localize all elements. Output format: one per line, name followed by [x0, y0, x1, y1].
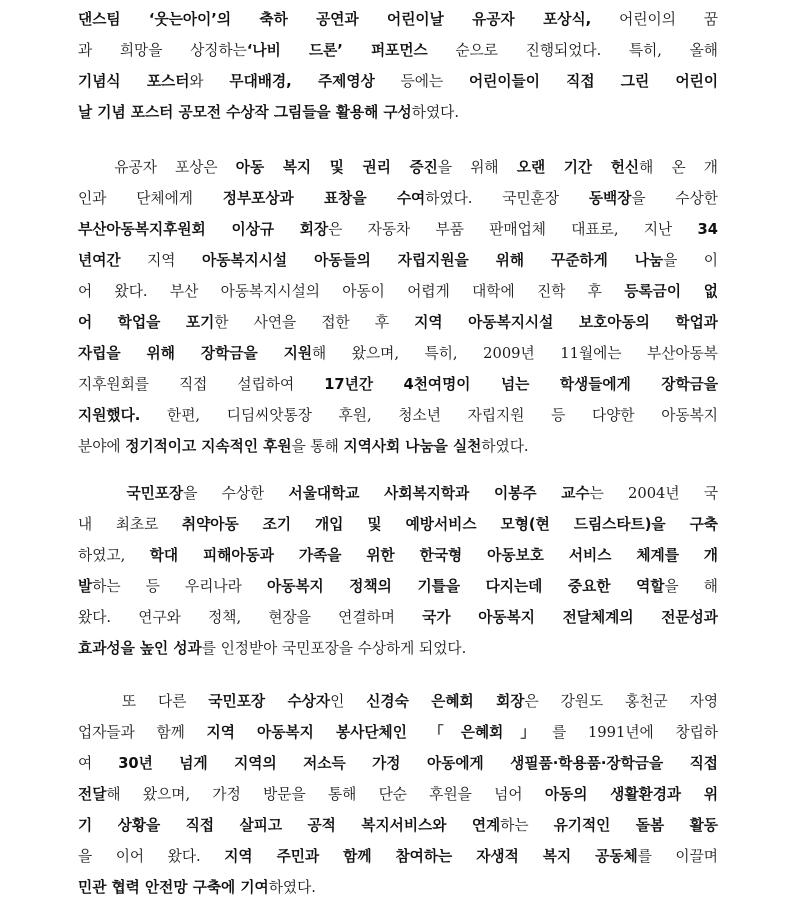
text-line	[78, 245, 718, 276]
text-line	[78, 97, 718, 128]
bold-text-segment: 지역 아동복지 봉사단체인 「은혜회」	[206, 724, 553, 741]
text-segment: 분야에	[78, 438, 126, 455]
bold-text-segment: 년여간	[78, 252, 121, 269]
bold-text-segment: 아동의 생활환경과 위	[544, 786, 718, 803]
bold-text-segment: 댄스팀 ‘웃는아이’의 축하 공연과 어린이날 유공자 포상식,	[78, 11, 592, 28]
text-segment: 와	[189, 73, 230, 90]
text-segment: 하는 등 우리나라	[92, 578, 267, 595]
bold-text-segment: 신경숙 은혜회 회장	[366, 693, 525, 710]
text-segment: 하였다. 국민훈장	[425, 190, 589, 207]
text-segment: 인과 단체에게	[78, 190, 223, 207]
text-segment: 하였다.	[411, 104, 459, 121]
text-segment: 해 온 개	[639, 159, 718, 176]
paragraph-award-shin-kyungsook	[78, 686, 718, 903]
bold-text-segment: 날 기념 포스터 공모전 수상작 그림들을 활용해 구성	[78, 104, 412, 121]
text-segment: 왔다. 연구와 정책, 현장을 연결하며	[78, 609, 423, 626]
text-line	[78, 35, 718, 66]
text-segment: 는 2004년 국	[589, 485, 718, 502]
bold-text-segment: 유기적인 돌봄 활동	[553, 817, 718, 834]
text-segment: 을 해	[664, 578, 718, 595]
bold-text-segment: 부산아동복지후원회 이상규 회장	[78, 221, 329, 238]
bold-text-segment: 효과성을 높인 성과	[78, 640, 202, 657]
text-segment: 을 수상한	[183, 485, 289, 502]
paragraph-award-lee-sanggyu	[78, 152, 718, 462]
bold-text-segment: 학대 피해아동과 가족을 위한 한국형 아동보호 서비스 체계를 개	[149, 547, 718, 564]
text-line	[78, 276, 718, 307]
text-segment: 내 최초로	[78, 516, 182, 533]
text-segment: 을 위해	[437, 159, 517, 176]
bold-text-segment: 국민포장	[126, 485, 184, 502]
bold-text-segment: 국민포장 수상자	[208, 693, 331, 710]
text-line	[78, 400, 718, 431]
text-segment	[78, 485, 126, 502]
bold-text-segment: 30년 넘게 지역의 저소득 가정 아동에게 생필품·학용품·장학금을 직접	[118, 755, 718, 772]
text-line	[78, 4, 718, 35]
text-segment: 을 수상한	[631, 190, 718, 207]
bold-text-segment: 서울대학교 사회복지학과 이봉주 교수	[288, 485, 590, 502]
bold-text-segment: 자립을 위해 장학금을 지원	[78, 345, 313, 362]
bold-text-segment: 국가 아동복지 전달체계의 전문성과	[422, 609, 718, 626]
text-segment: 하였고,	[78, 547, 150, 564]
bold-text-segment: 아동복지시설 아동들의 자립지원을 위해 꾸준하게 나눔	[201, 252, 664, 269]
bold-text-segment: 어린이들이 직접 그린 어린이	[468, 73, 718, 90]
text-segment: 을 이어 왔다.	[78, 848, 225, 865]
text-line	[78, 686, 718, 717]
text-segment: 어린이의 꿈	[591, 11, 718, 28]
text-segment: 유공자 포상은	[78, 159, 236, 176]
text-line	[78, 872, 718, 903]
text-segment: 은 자동차 부품 판매업체 대표로, 지난	[328, 221, 698, 238]
text-segment: 지역	[120, 252, 202, 269]
text-segment: 하였다.	[481, 438, 529, 455]
text-line	[78, 509, 718, 540]
bold-text-segment: 취약아동 조기 개입 및 예방서비스 모형(현 드림스타트)을 구축	[181, 516, 718, 533]
text-line	[78, 748, 718, 779]
text-segment: 여	[78, 755, 119, 772]
text-line	[78, 369, 718, 400]
text-segment: 어 왔다. 부산 아동복지시설의 아동이 어렵게 대학에 진학 후	[78, 283, 625, 300]
paragraph-ceremony	[78, 4, 718, 128]
text-segment: 를 이끌며	[637, 848, 718, 865]
text-line	[78, 633, 718, 664]
bold-text-segment: 지원했다.	[78, 407, 141, 424]
text-segment: 를 1991년에 창립하	[552, 724, 718, 741]
bold-text-segment: 34	[697, 221, 718, 238]
bold-text-segment: 동백장	[588, 190, 632, 207]
paragraph-award-lee-bongju	[78, 478, 718, 664]
text-segment: 업자들과 함께	[78, 724, 207, 741]
bold-text-segment: 무대배경, 주제영상	[229, 73, 375, 90]
text-segment: 한 사연을 접한 후	[214, 314, 415, 331]
text-segment: 해 왔으며, 가정 방문을 통해 단순 후원을 넘어	[106, 786, 545, 803]
bold-text-segment: 기념식 포스터	[78, 73, 190, 90]
text-line	[78, 540, 718, 571]
text-line	[78, 338, 718, 369]
text-segment: 등에는	[374, 73, 469, 90]
bold-text-segment: 등록금이 없	[624, 283, 718, 300]
text-line	[78, 571, 718, 602]
text-segment: 하였다.	[268, 879, 316, 896]
bold-text-segment: 아동복지 정책의 기틀을 다지는데 중요한 역할	[266, 578, 665, 595]
bold-text-segment: 17년간 4천여명이 넘는 학생들에게 장학금을	[324, 376, 718, 393]
text-segment: 을 통해	[291, 438, 344, 455]
text-segment: 한편, 디딤씨앗통장 후원, 청소년 자립지원 등 다양한 아동복지	[140, 407, 718, 424]
text-segment: 하는	[500, 817, 554, 834]
bold-text-segment: ‘나비 드론’ 퍼포먼스	[246, 42, 428, 59]
text-segment: 를 인정받아 국민포장을 수상하게 되었다.	[201, 640, 467, 657]
text-segment: 해 왔으며, 특히, 2009년 11월에는 부산아동복	[312, 345, 718, 362]
text-segment: 은 강원도 홍천군 자영	[524, 693, 718, 710]
text-line	[78, 183, 718, 214]
text-line	[78, 307, 718, 338]
text-line	[78, 478, 718, 509]
bold-text-segment: 지역 아동복지시설 보호아동의 학업과	[414, 314, 718, 331]
text-line	[78, 841, 718, 872]
text-line	[78, 152, 718, 183]
text-line	[78, 214, 718, 245]
bold-text-segment: 정기적이고 지속적인 후원	[125, 438, 292, 455]
bold-text-segment: 기 상황을 직접 살피고 공적 복지서비스와 연계	[78, 817, 501, 834]
text-line	[78, 779, 718, 810]
bold-text-segment: 전달	[78, 786, 107, 803]
text-line	[78, 602, 718, 633]
text-segment: 또 다른	[78, 693, 209, 710]
bold-text-segment: 아동 복지 및 권리 증진	[235, 159, 438, 176]
text-segment: 순으로 진행되었다. 특히, 올해	[427, 42, 718, 59]
text-segment: 과 희망을 상징하는	[78, 42, 247, 59]
text-line	[78, 810, 718, 841]
bold-text-segment: 오랜 기간 헌신	[516, 159, 640, 176]
text-segment: 인	[330, 693, 367, 710]
bold-text-segment: 지역사회 나눔을 실천	[343, 438, 482, 455]
bold-text-segment: 정부포상과 표창을 수여	[222, 190, 426, 207]
text-line	[78, 717, 718, 748]
text-line	[78, 431, 718, 462]
bold-text-segment: 지역 주민과 함께 참여하는 자생적 복지 공동체	[224, 848, 638, 865]
text-line	[78, 66, 718, 97]
bold-text-segment: 발	[78, 578, 93, 595]
bold-text-segment: 민관 협력 안전망 구축에 기여	[78, 879, 269, 896]
bold-text-segment: 어 학업을 포기	[78, 314, 215, 331]
text-segment: 지후원회를 직접 설립하여	[78, 376, 325, 393]
text-segment: 을 이	[663, 252, 718, 269]
